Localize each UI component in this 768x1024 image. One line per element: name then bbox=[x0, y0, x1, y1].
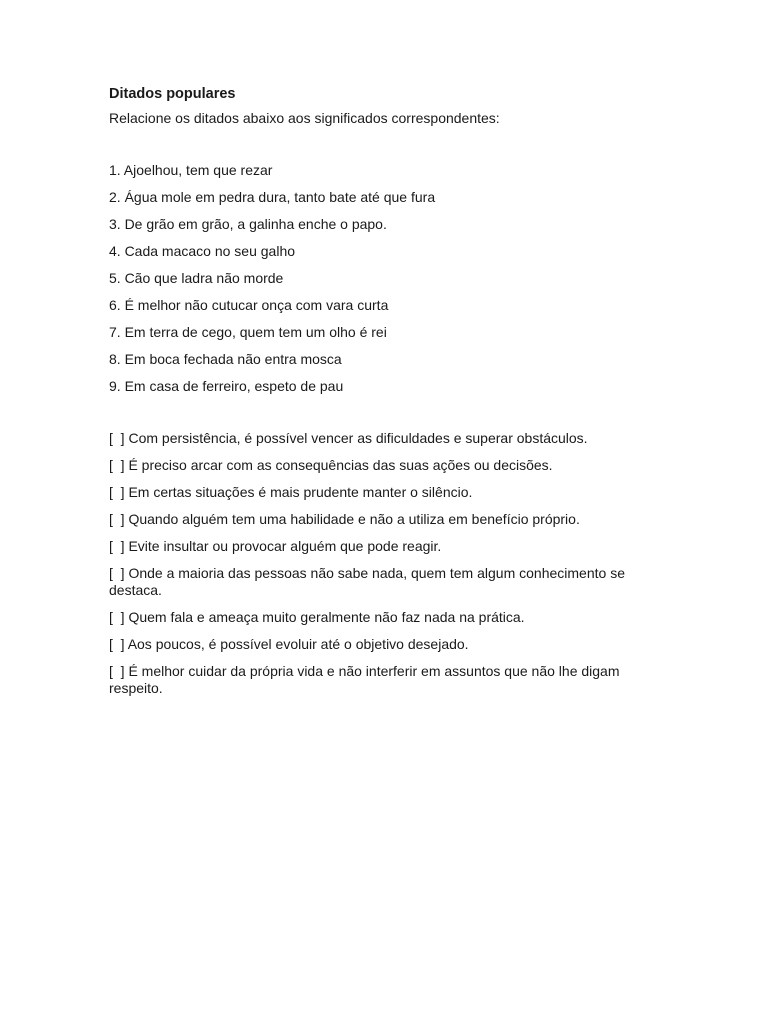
meaning-item bbox=[109, 663, 639, 697]
answer-bracket: [ ] bbox=[109, 538, 125, 554]
answer-bracket: [ ] bbox=[109, 511, 125, 527]
sayings-list bbox=[109, 161, 639, 404]
meaning-item bbox=[109, 636, 639, 653]
answer-bracket: [ ] bbox=[109, 430, 125, 446]
meaning-text: Com persistência, é possível vencer as dificuldades e superar obstáculos. bbox=[128, 430, 588, 446]
meaning-item bbox=[109, 538, 639, 555]
saying-item: 8. Em boca fechada não entra mosca bbox=[109, 351, 342, 367]
document-title: Ditados populares bbox=[109, 86, 236, 102]
answer-bracket: [ ] bbox=[109, 663, 125, 679]
meaning-text: Em certas situações é mais prudente manter o silêncio. bbox=[128, 484, 473, 500]
answer-bracket: [ ] bbox=[109, 457, 125, 473]
answer-bracket: [ ] bbox=[109, 636, 125, 652]
saying-item: 1. Ajoelhou, tem que rezar bbox=[109, 162, 273, 178]
meaning-item bbox=[109, 457, 639, 474]
meaning-item bbox=[109, 609, 639, 626]
meaning-text: É preciso arcar com as consequências das suas ações ou decisões. bbox=[128, 457, 553, 473]
meaning-item bbox=[109, 511, 639, 528]
meaning-text: É melhor cuidar da própria vida e não interferir em assuntos que não lhe digam respeito. bbox=[109, 663, 620, 696]
meaning-text: Quem fala e ameaça muito geralmente não faz nada na prática. bbox=[128, 609, 525, 625]
meaning-text: Quando alguém tem uma habilidade e não a utiliza em benefício próprio. bbox=[128, 511, 580, 527]
saying-item: 3. De grão em grão, a galinha enche o papo. bbox=[109, 216, 387, 232]
saying-item: 6. É melhor não cutucar onça com vara curta bbox=[109, 297, 389, 313]
meaning-text: Aos poucos, é possível evoluir até o objetivo desejado. bbox=[127, 636, 469, 652]
meaning-item bbox=[109, 565, 639, 599]
meaning-text: Onde a maioria das pessoas não sabe nada, quem tem algum conhecimento se destaca. bbox=[109, 565, 625, 598]
answer-bracket: [ ] bbox=[109, 484, 125, 500]
meaning-item bbox=[109, 430, 639, 447]
saying-item: 2. Água mole em pedra dura, tanto bate até que fura bbox=[109, 189, 436, 205]
document-page bbox=[109, 84, 639, 707]
saying-item: 5. Cão que ladra não morde bbox=[109, 270, 284, 286]
meaning-text: Evite insultar ou provocar alguém que pode reagir. bbox=[128, 538, 442, 554]
meaning-item bbox=[109, 484, 639, 501]
answer-bracket: [ ] bbox=[109, 609, 125, 625]
answer-bracket: [ ] bbox=[109, 565, 125, 581]
meanings-list bbox=[109, 430, 639, 697]
saying-item: 9. Em casa de ferreiro, espeto de pau bbox=[109, 378, 344, 394]
saying-item: 7. Em terra de cego, quem tem um olho é rei bbox=[109, 324, 387, 340]
saying-item: 4. Cada macaco no seu galho bbox=[109, 243, 296, 259]
instruction-text: Relacione os ditados abaixo aos significados correspondentes: bbox=[109, 110, 500, 126]
